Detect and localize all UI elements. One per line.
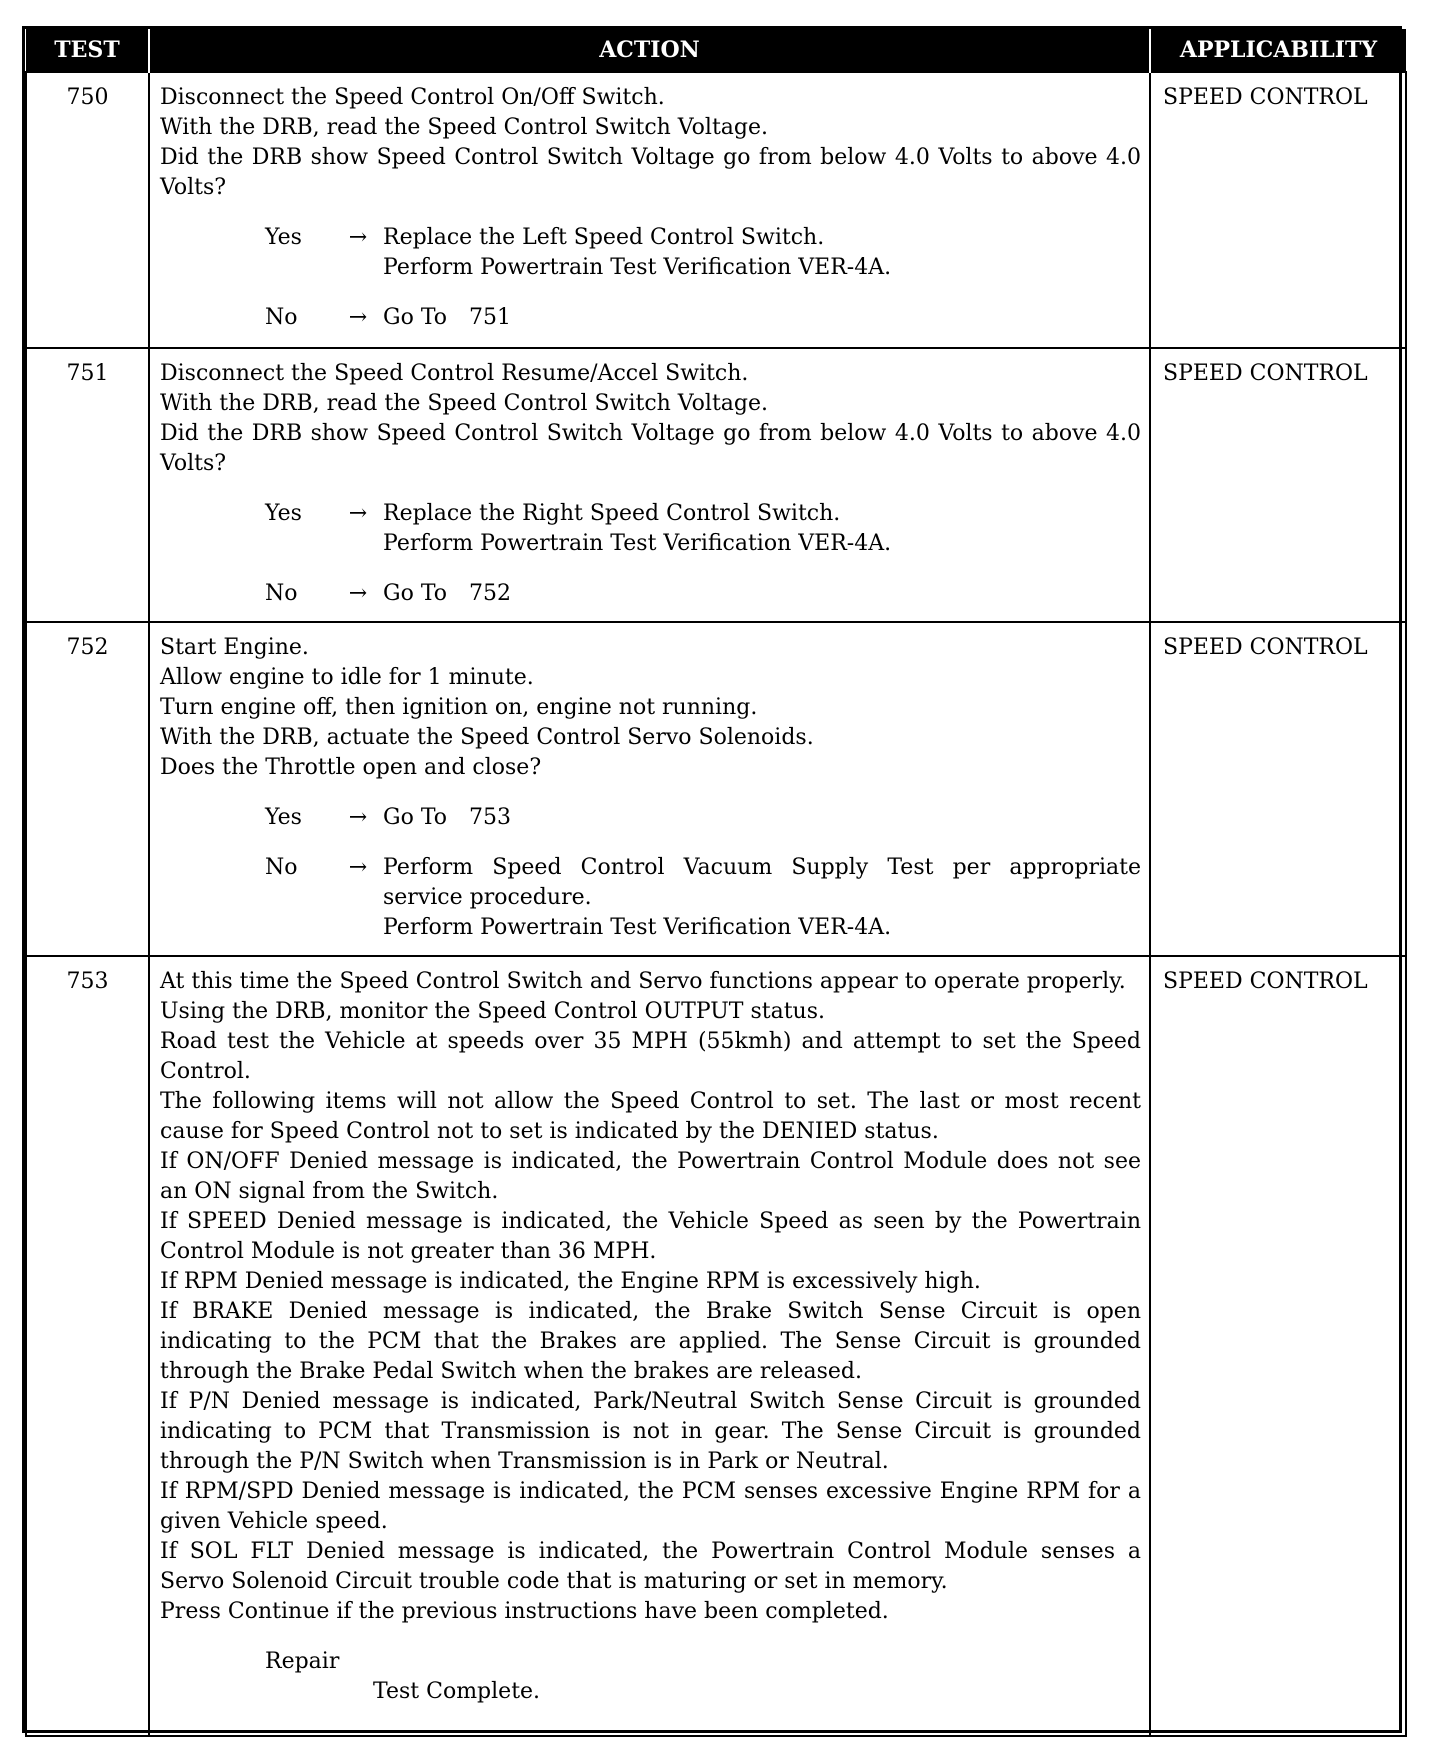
no-branch xyxy=(160,579,1141,609)
branch-text xyxy=(383,853,1141,943)
header-test: TEST xyxy=(26,29,149,72)
action-step: Disconnect the Speed Control On/Off Switch. xyxy=(160,85,665,110)
yes-branch xyxy=(160,803,1141,833)
procedure-table xyxy=(25,29,1407,1737)
action-step: If BRAKE Denied message is indicated, the Brake Switch Sense Circuit is open indicating to the PCM that the Brakes are applied. The Sense Circuit is grounded through the Brake Pedal Switch when the brakes are released. xyxy=(160,1299,1141,1384)
no-branch xyxy=(160,303,1141,333)
yes-branch xyxy=(160,223,1141,283)
applicability: SPEED CONTROL xyxy=(1150,348,1406,622)
repair-branch xyxy=(160,1647,1141,1707)
goto-test-number: 751 xyxy=(469,305,512,330)
applicability: SPEED CONTROL xyxy=(1150,956,1406,1736)
table-row-751 xyxy=(26,348,1406,622)
action-step: If RPM Denied message is indicated, the Engine RPM is excessively high. xyxy=(160,1269,981,1294)
action-cell xyxy=(149,622,1150,956)
yes-label: Yes xyxy=(265,225,302,250)
yes-branch xyxy=(160,499,1141,559)
goto-test-number: 753 xyxy=(469,805,512,830)
action-step: Allow engine to idle for 1 minute. xyxy=(160,665,534,690)
action-step: Press Continue if the previous instructions have been completed. xyxy=(160,1599,889,1624)
header-action: ACTION xyxy=(149,29,1150,72)
branch-text xyxy=(383,579,1141,609)
no-branch xyxy=(160,853,1141,943)
branch-text xyxy=(383,499,1141,559)
branch-list xyxy=(160,223,1141,333)
branch-line: Replace the Left Speed Control Switch. xyxy=(383,225,825,250)
action-step: Did the DRB show Speed Control Switch Voltage go from below 4.0 Volts to above 4.0 Volts? xyxy=(160,145,1141,200)
action-step: If ON/OFF Denied message is indicated, the Powertrain Control Module does not see an ON signal from the Switch. xyxy=(160,1149,1141,1204)
action-step: The following items will not allow the Speed Control to set. The last or most recent cause for Speed Control not to set is indicated by the DENIED status. xyxy=(160,1089,1141,1144)
action-step: If P/N Denied message is indicated, Park/Neutral Switch Sense Circuit is grounded indicating to PCM that Transmission is not in gear. The Sense Circuit is grounded through the P/N Switch when Transmission is in Park or Neutral. xyxy=(160,1389,1141,1474)
arrow-icon: → xyxy=(348,581,368,606)
action-step: Does the Throttle open and close? xyxy=(160,755,542,780)
header-applicability: APPLICABILITY xyxy=(1150,29,1406,72)
action-step: Did the DRB show Speed Control Switch Voltage go from below 4.0 Volts to above 4.0 Volts? xyxy=(160,421,1141,476)
test-number: 751 xyxy=(26,348,149,622)
goto-label: Go To xyxy=(383,305,448,330)
applicability: SPEED CONTROL xyxy=(1150,72,1406,348)
arrow-icon: → xyxy=(348,501,368,526)
table-header-row xyxy=(26,29,1406,72)
goto-label: Go To xyxy=(383,805,448,830)
action-step: At this time the Speed Control Switch and Servo functions appear to operate properly. xyxy=(160,969,1126,994)
diagnostic-procedure-table xyxy=(22,26,1402,1733)
yes-label: Yes xyxy=(265,501,302,526)
branch-line: Perform Powertrain Test Verification VER-4A. xyxy=(383,915,892,940)
repair-text: Test Complete. xyxy=(373,1679,541,1704)
branch-list xyxy=(160,803,1141,943)
goto-label: Go To xyxy=(383,581,448,606)
action-step: With the DRB, read the Speed Control Switch Voltage. xyxy=(160,115,769,140)
branch-line: Replace the Right Speed Control Switch. xyxy=(383,501,841,526)
action-cell xyxy=(149,956,1150,1736)
applicability: SPEED CONTROL xyxy=(1150,622,1406,956)
branch-line: Perform Powertrain Test Verification VER-4A. xyxy=(383,531,892,556)
branch-line: Perform Powertrain Test Verification VER-4A. xyxy=(383,255,892,280)
branch-text xyxy=(383,303,1141,333)
action-step: Disconnect the Speed Control Resume/Accel Switch. xyxy=(160,361,749,386)
action-step: With the DRB, actuate the Speed Control Servo Solenoids. xyxy=(160,725,814,750)
action-cell xyxy=(149,72,1150,348)
test-number: 750 xyxy=(26,72,149,348)
arrow-icon: → xyxy=(348,855,368,880)
action-step: Turn engine off, then ignition on, engine not running. xyxy=(160,695,758,720)
test-number: 753 xyxy=(26,956,149,1736)
action-step: Start Engine. xyxy=(160,635,309,660)
branch-text xyxy=(383,223,1141,283)
yes-label: Yes xyxy=(265,805,302,830)
action-step: If RPM/SPD Denied message is indicated, the PCM senses excessive Engine RPM for a given Vehicle speed. xyxy=(160,1479,1141,1534)
branch-text xyxy=(383,803,1141,833)
action-step: With the DRB, read the Speed Control Switch Voltage. xyxy=(160,391,769,416)
arrow-icon: → xyxy=(348,305,368,330)
no-label: No xyxy=(265,855,298,880)
branch-line: Perform Speed Control Vacuum Supply Test per appropriate service procedure. xyxy=(383,855,1141,910)
action-step: Road test the Vehicle at speeds over 35 MPH (55kmh) and attempt to set the Speed Control. xyxy=(160,1029,1141,1084)
action-cell xyxy=(149,348,1150,622)
arrow-icon: → xyxy=(348,805,368,830)
action-step: If SOL FLT Denied message is indicated, the Powertrain Control Module senses a Servo Solenoid Circuit trouble code that is maturing or set in memory. xyxy=(160,1539,1141,1594)
table-row-753 xyxy=(26,956,1406,1736)
test-number: 752 xyxy=(26,622,149,956)
branch-list xyxy=(160,499,1141,609)
goto-test-number: 752 xyxy=(469,581,512,606)
repair-label: Repair xyxy=(265,1649,340,1674)
arrow-icon: → xyxy=(348,225,368,250)
action-step: If SPEED Denied message is indicated, the Vehicle Speed as seen by the Powertrain Control Module is not greater than 36 MPH. xyxy=(160,1209,1141,1264)
no-label: No xyxy=(265,581,298,606)
table-row-750 xyxy=(26,72,1406,348)
no-label: No xyxy=(265,305,298,330)
action-step: Using the DRB, monitor the Speed Control OUTPUT status. xyxy=(160,999,825,1024)
table-row-752 xyxy=(26,622,1406,956)
